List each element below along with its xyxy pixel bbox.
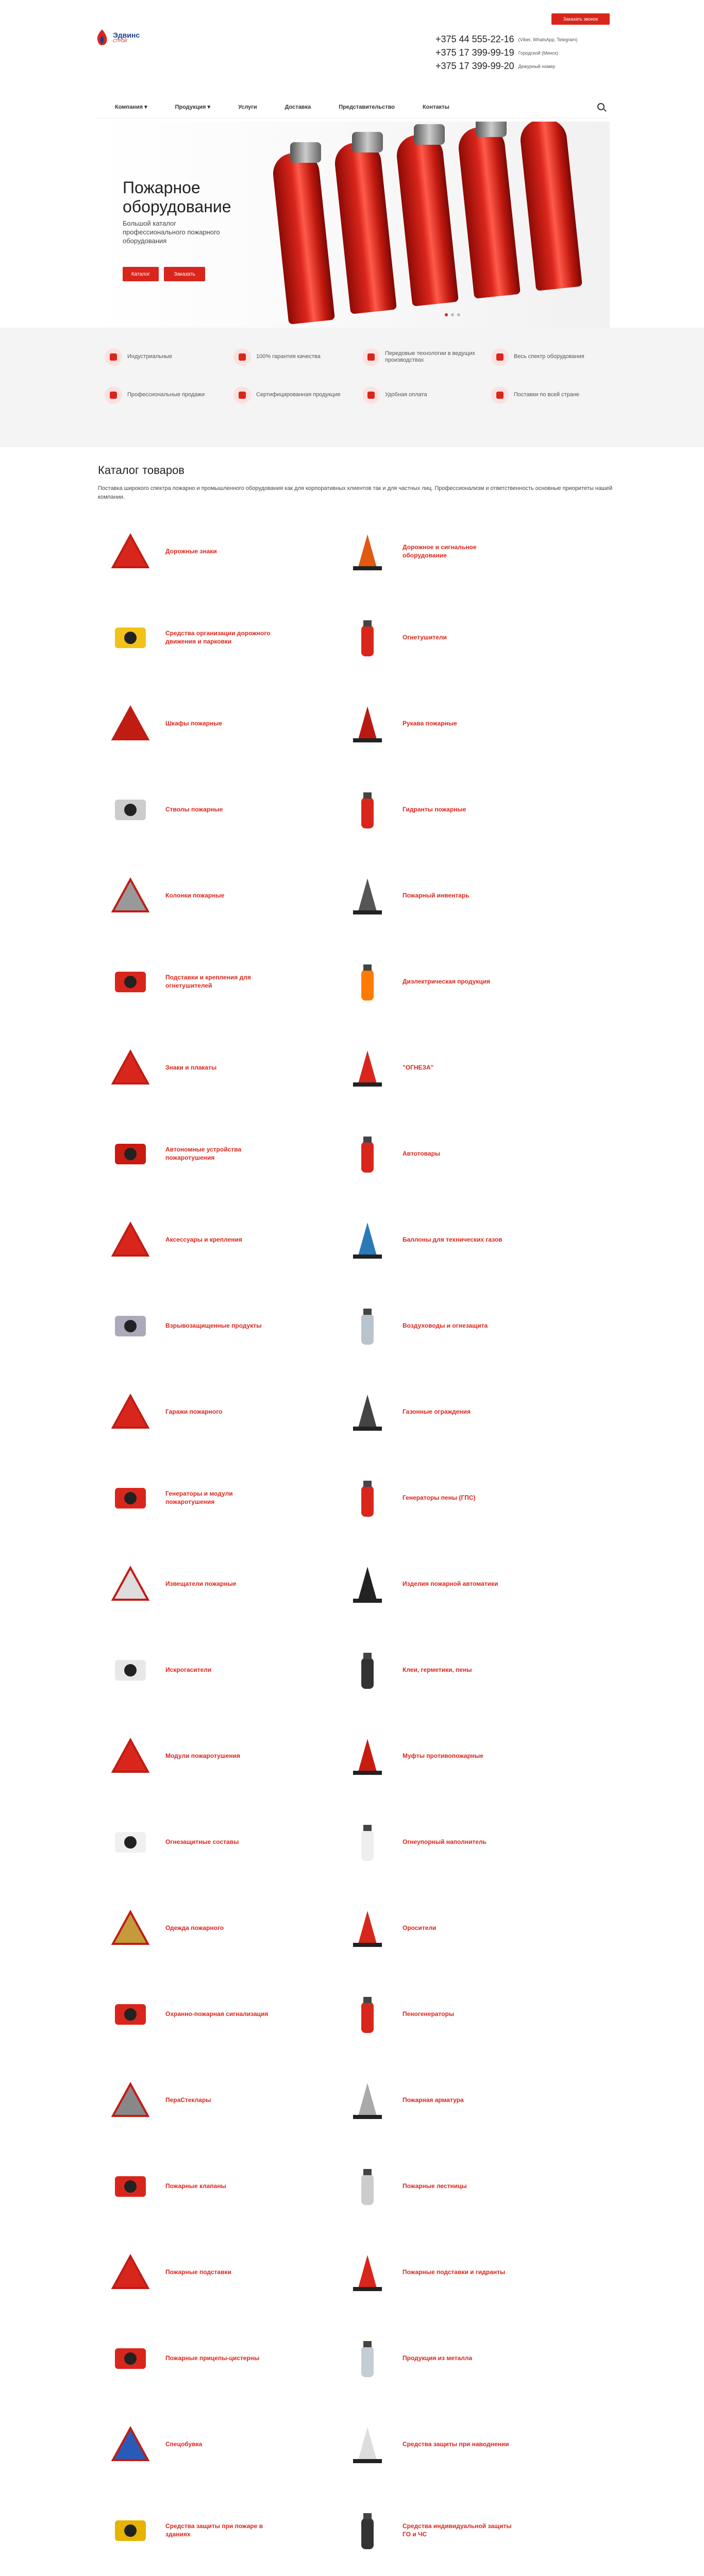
catalog-item[interactable] [110, 1897, 347, 1960]
catalog-item[interactable] [110, 778, 347, 841]
extinguisher-image [271, 150, 335, 325]
redvalve-icon [110, 2166, 151, 2207]
feature-item [94, 386, 223, 404]
logo-text: Эдвинс СТРОЙ [113, 31, 140, 44]
catalog-item-label[interactable]: Пожарный инвентарь [403, 892, 470, 900]
payment-icon [362, 386, 380, 404]
catalog-item-label[interactable]: Муфты противопожарные [403, 1752, 483, 1760]
extinguisher-valve [414, 124, 445, 145]
lamp-icon [110, 1219, 151, 1261]
boot-icon [110, 2424, 151, 2465]
hero-title: Пожарное оборудование [123, 178, 231, 216]
phone-row [435, 61, 580, 72]
catalog-item[interactable] [110, 520, 347, 583]
catalog-item-label[interactable]: Пожарные подставки и гидранты [403, 2268, 506, 2276]
catalog-item[interactable] [110, 1639, 347, 1702]
valve-icon [347, 2080, 388, 2121]
phone-row [435, 34, 580, 45]
bucket-icon [347, 1047, 388, 1089]
catalog-item-label[interactable]: Продукция из металла [403, 2354, 473, 2362]
extinguisher-image [395, 132, 459, 307]
logo[interactable] [94, 25, 156, 50]
catalog-item[interactable] [110, 1553, 347, 1616]
hero-slider [94, 122, 610, 328]
catalog-item-label[interactable]: Спецобувка [165, 2441, 203, 2448]
catalog-item-label[interactable]: Автотовары [403, 1150, 441, 1158]
catalog-item[interactable] [347, 1123, 584, 1185]
feature-item [481, 386, 610, 404]
extinguisher-valve [290, 142, 321, 163]
tech-icon [362, 348, 380, 366]
ball-icon [110, 1133, 151, 1175]
feature-item [94, 348, 223, 366]
catalog-item[interactable] [347, 2413, 584, 2476]
catalog-item[interactable] [347, 1553, 584, 1616]
glove-icon [347, 961, 388, 1003]
duct-icon [347, 1306, 388, 1347]
range-icon [491, 348, 509, 366]
catalog-item[interactable] [110, 2327, 347, 2390]
trailer-icon [110, 2338, 151, 2379]
slider-dot[interactable] [451, 313, 454, 316]
bracket-icon [110, 961, 151, 1003]
phone-number[interactable]: +375 17 399-99-20 [435, 61, 514, 71]
feature-label: Поставки по всей стране [514, 392, 580, 398]
tape-icon [110, 617, 151, 658]
catalog-item[interactable] [110, 951, 347, 1013]
catalog-item-label[interactable]: Аксессуары и крепления [165, 1236, 242, 1244]
catalog-item[interactable] [347, 606, 584, 669]
sprinkler-icon [347, 1908, 388, 1949]
catalog-item-label[interactable]: "ОГНЕЗА" [403, 1064, 434, 1072]
nav-item-company[interactable]: Компания ▾ [115, 104, 147, 110]
catalog-item-label[interactable]: Извещатели пожарные [165, 1580, 237, 1588]
feature-label: Передовые технологии в ведущих производствах [385, 350, 475, 363]
main-nav [94, 96, 610, 118]
tube-icon [347, 1650, 388, 1691]
catalog-item[interactable] [347, 865, 584, 927]
clamp-icon [347, 1736, 388, 1777]
catalog-item-label[interactable]: Баллоны для технических газов [403, 1236, 502, 1244]
catalog-item-label[interactable]: Колонки пожарные [165, 892, 225, 900]
alarm-icon [110, 1994, 151, 2035]
catalog-item[interactable] [347, 1295, 584, 1358]
catalog-item[interactable] [347, 1811, 584, 1874]
triangle-icon [110, 531, 151, 572]
catalog-item[interactable] [347, 1037, 584, 1099]
catalog-item[interactable] [110, 2413, 347, 2476]
catalog-item-label[interactable]: Дорожное и сигнальное оборудование [403, 544, 477, 559]
catalog-item-label[interactable]: Средства организации дорожного движения и парковки [165, 630, 271, 645]
cylinder-icon [347, 1219, 388, 1261]
feature-item [352, 348, 481, 366]
catalog-item-label[interactable]: Огнетушители [403, 634, 447, 641]
catalog-item[interactable] [110, 1295, 347, 1358]
catalog-item[interactable] [347, 2155, 584, 2218]
catalog-item-label[interactable]: Пожарные лестницы [403, 2182, 467, 2190]
catalog-item-label[interactable]: Оросители [403, 1924, 437, 1932]
catalog-item-label[interactable]: Взрывозащищенные продукты [165, 1322, 262, 1330]
catalog-item[interactable] [347, 2069, 584, 2132]
catalog-item-label[interactable]: Гаражи пожарного [165, 1408, 223, 1416]
catalog-item[interactable] [110, 1123, 347, 1185]
catalog-item-label[interactable]: Пожарные подставки [165, 2268, 231, 2276]
catalog-item[interactable] [110, 2155, 347, 2218]
sign-icon [110, 1047, 151, 1089]
catalog-item[interactable] [110, 1209, 347, 1272]
feature-item [223, 386, 352, 404]
catalog-item-label[interactable]: Клеи, герметики, пены [403, 1666, 472, 1674]
catalog-item-label[interactable]: Газонные ограждения [403, 1408, 471, 1416]
catalog-item[interactable] [110, 1467, 347, 1530]
catalog-item[interactable] [110, 606, 347, 669]
catalog-item-label[interactable]: Изделия пожарной автоматики [403, 1580, 498, 1588]
catalog-item-label[interactable]: Генераторы и модули пожаротушения [165, 1490, 233, 1505]
extinguisher-image [333, 140, 397, 314]
catalog-item-label[interactable]: Средства защиты при пожаре в зданиях [165, 2522, 263, 2538]
elbow-icon [110, 2252, 151, 2293]
detector-icon [110, 1564, 151, 1605]
catalog-item-label[interactable]: Пожарные прицепы-цистерны [165, 2354, 260, 2362]
catalog-item[interactable] [347, 1381, 584, 1444]
feature-label: Весь спектр оборудования [514, 353, 584, 360]
box-icon [347, 1133, 388, 1175]
feature-label: Удобная оплата [385, 392, 427, 398]
catalog-item[interactable] [110, 2069, 347, 2132]
catalog-item[interactable] [110, 1037, 347, 1099]
catalog-item-label[interactable]: Искрогасители [165, 1666, 212, 1674]
catalog-item-label[interactable]: Средства защиты при наводнении [403, 2441, 509, 2448]
sphere-icon [110, 1736, 151, 1777]
phone-note: Городской (Минск) [518, 50, 558, 56]
catalog-item[interactable] [347, 1983, 584, 2046]
catalog-item-label[interactable]: Средства индивидуальной защиты ГО и ЧС [403, 2522, 512, 2538]
catalog-item[interactable] [347, 1725, 584, 1788]
feature-item [481, 348, 610, 366]
catalog-item-label[interactable]: Знаки и плакаты [165, 1064, 217, 1072]
bags-icon [347, 2424, 388, 2465]
phone-number[interactable]: +375 44 555-22-16 [435, 34, 514, 44]
catalog-item-label[interactable]: Модули пожаротушения [165, 1752, 241, 1760]
industry-icon [105, 348, 122, 366]
cube-icon [347, 1994, 388, 2035]
phone-note: (Viber, WhatsApp, Telegram) [518, 37, 578, 42]
catalog-item[interactable] [347, 2327, 584, 2390]
catalog-item[interactable] [110, 2241, 347, 2304]
certificate-icon [233, 386, 251, 404]
feature-label: Профессиональные продажи [127, 392, 205, 398]
catalog-item[interactable] [347, 520, 584, 583]
catalog-item[interactable] [347, 951, 584, 1013]
stand-icon [347, 2252, 388, 2293]
catalog-item-label[interactable]: Пожарные клапаны [165, 2182, 226, 2190]
jug-icon [347, 1822, 388, 1863]
panel-icon [347, 1564, 388, 1605]
cone-icon [347, 531, 388, 572]
mask-icon [347, 2510, 388, 2551]
slider-dot[interactable] [457, 313, 460, 316]
nav-item-office[interactable]: Представительство [339, 104, 395, 110]
hero-catalog-button[interactable]: Каталог [123, 267, 159, 281]
feature-label: Сертифицированная продукция [256, 392, 341, 398]
hero-order-button[interactable]: Заказать [164, 267, 205, 281]
fence-icon [347, 1392, 388, 1433]
pipe-icon [110, 1650, 151, 1691]
catalog-item-label[interactable]: Рукава пожарные [403, 720, 457, 727]
catalog-item-label[interactable]: Стволы пожарные [165, 806, 223, 814]
catalog-item[interactable] [347, 692, 584, 755]
search-icon[interactable] [597, 103, 605, 110]
quality-icon [233, 348, 251, 366]
feature-label: 100% гарантия качества [256, 353, 321, 360]
catalog-item-label[interactable]: ПераСтеклары [165, 2096, 211, 2104]
tub-icon [110, 1822, 151, 1863]
feature-label: Индустриальные [127, 353, 172, 360]
catalog-item[interactable] [110, 1725, 347, 1788]
catalog-item[interactable] [347, 778, 584, 841]
garage-icon [110, 1392, 151, 1433]
firefighter-icon [110, 2510, 151, 2551]
catalog-item[interactable] [347, 2499, 584, 2562]
extinguisher-image [457, 125, 521, 299]
catalog-item-label[interactable]: Шкафы пожарные [165, 720, 223, 727]
suit-icon [110, 1908, 151, 1949]
frame-icon [347, 2338, 388, 2379]
features-band [0, 328, 704, 447]
delivery-icon [491, 386, 509, 404]
phone-row [435, 47, 580, 58]
extinguisher-valve [476, 122, 507, 137]
catalog-description: Поставка широкого спектра пожарно и промышленного оборудования как для корпоративных клиентов так и для частных лиц. Профессионализм и ответственность основные приоритеты нашей компании. [98, 485, 613, 500]
feature-item [223, 348, 352, 366]
column-icon [110, 875, 151, 917]
catalog-item[interactable] [347, 1897, 584, 1960]
catalog-item-label[interactable]: Генераторы пены (ГПС) [403, 1494, 476, 1502]
nav-item-contacts[interactable]: Контакты [423, 104, 449, 110]
nav-item-services[interactable]: Услуги [238, 104, 257, 110]
slider-dot[interactable] [445, 313, 448, 316]
nav-item-delivery[interactable]: Доставка [284, 104, 311, 110]
cabinet-icon [110, 703, 151, 744]
extinguisher-icon [347, 617, 388, 658]
ladder-icon [347, 2166, 388, 2207]
catalog-item-label[interactable]: Пеногенераторы [403, 2010, 455, 2018]
catalog-item[interactable] [347, 1639, 584, 1702]
hero-pagination [445, 313, 460, 316]
catalog-item[interactable] [347, 1467, 584, 1530]
catalog-item[interactable] [110, 1811, 347, 1874]
catalog-item-label[interactable]: Одежда пожарного [165, 1924, 224, 1932]
catalog-title: Каталог товаров [98, 464, 185, 477]
bars-icon [110, 2080, 151, 2121]
hose-icon [347, 703, 388, 744]
nozzle-icon [110, 789, 151, 831]
catalog-item[interactable] [110, 2499, 347, 2562]
nav-item-products[interactable]: Продукция ▾ [175, 104, 211, 110]
catalog-item[interactable] [110, 1381, 347, 1444]
hydrant-icon [347, 789, 388, 831]
catalog-item-label[interactable]: Пожарная арматура [403, 2096, 464, 2104]
catalog-item-label[interactable]: Воздуховоды и огнезащита [403, 1322, 488, 1330]
sales-icon [105, 386, 122, 404]
module-icon [110, 1478, 151, 1519]
extinguisher-image [518, 122, 582, 291]
catalog-item[interactable] [347, 1209, 584, 1272]
tool-icon [347, 875, 388, 917]
feature-item [352, 386, 481, 404]
catalog-item-label[interactable]: Огнеупорный наполнитель [403, 1838, 487, 1846]
catalog-item-label[interactable]: Охранно-пожарная сигнализация [165, 2010, 269, 2018]
features-grid [94, 348, 610, 404]
phone-note: Дежурный номер [518, 63, 556, 69]
catalog-item-label[interactable]: Гидранты пожарные [403, 806, 466, 814]
hero-subtitle: Большой каталог профессионального пожарного оборудования [123, 219, 220, 245]
extinguisher-valve [352, 132, 383, 152]
device-icon [110, 1306, 151, 1347]
callback-button[interactable]: Заказать звонок [551, 13, 610, 25]
phone-number[interactable]: +375 17 399-99-19 [435, 47, 514, 58]
catalog-item-label[interactable]: Дорожные знаки [165, 548, 217, 555]
header [0, 0, 704, 82]
catalog-item[interactable] [110, 865, 347, 927]
header-phones [435, 34, 580, 74]
catalog-item-label[interactable]: Подставки и крепления для огнетушителей [165, 974, 251, 989]
catalog-item-label[interactable]: Огнезащитные составы [165, 1838, 239, 1846]
catalog-item[interactable] [347, 2241, 584, 2304]
catalog-item[interactable] [110, 692, 347, 755]
logo-icon [94, 28, 110, 47]
catalog-item[interactable] [110, 1983, 347, 2046]
tank-icon [347, 1478, 388, 1519]
catalog-item-label[interactable]: Автономные устройства пожаротушения [165, 1146, 242, 1161]
catalog-item-label[interactable]: Диэлектрическая продукция [403, 978, 491, 986]
